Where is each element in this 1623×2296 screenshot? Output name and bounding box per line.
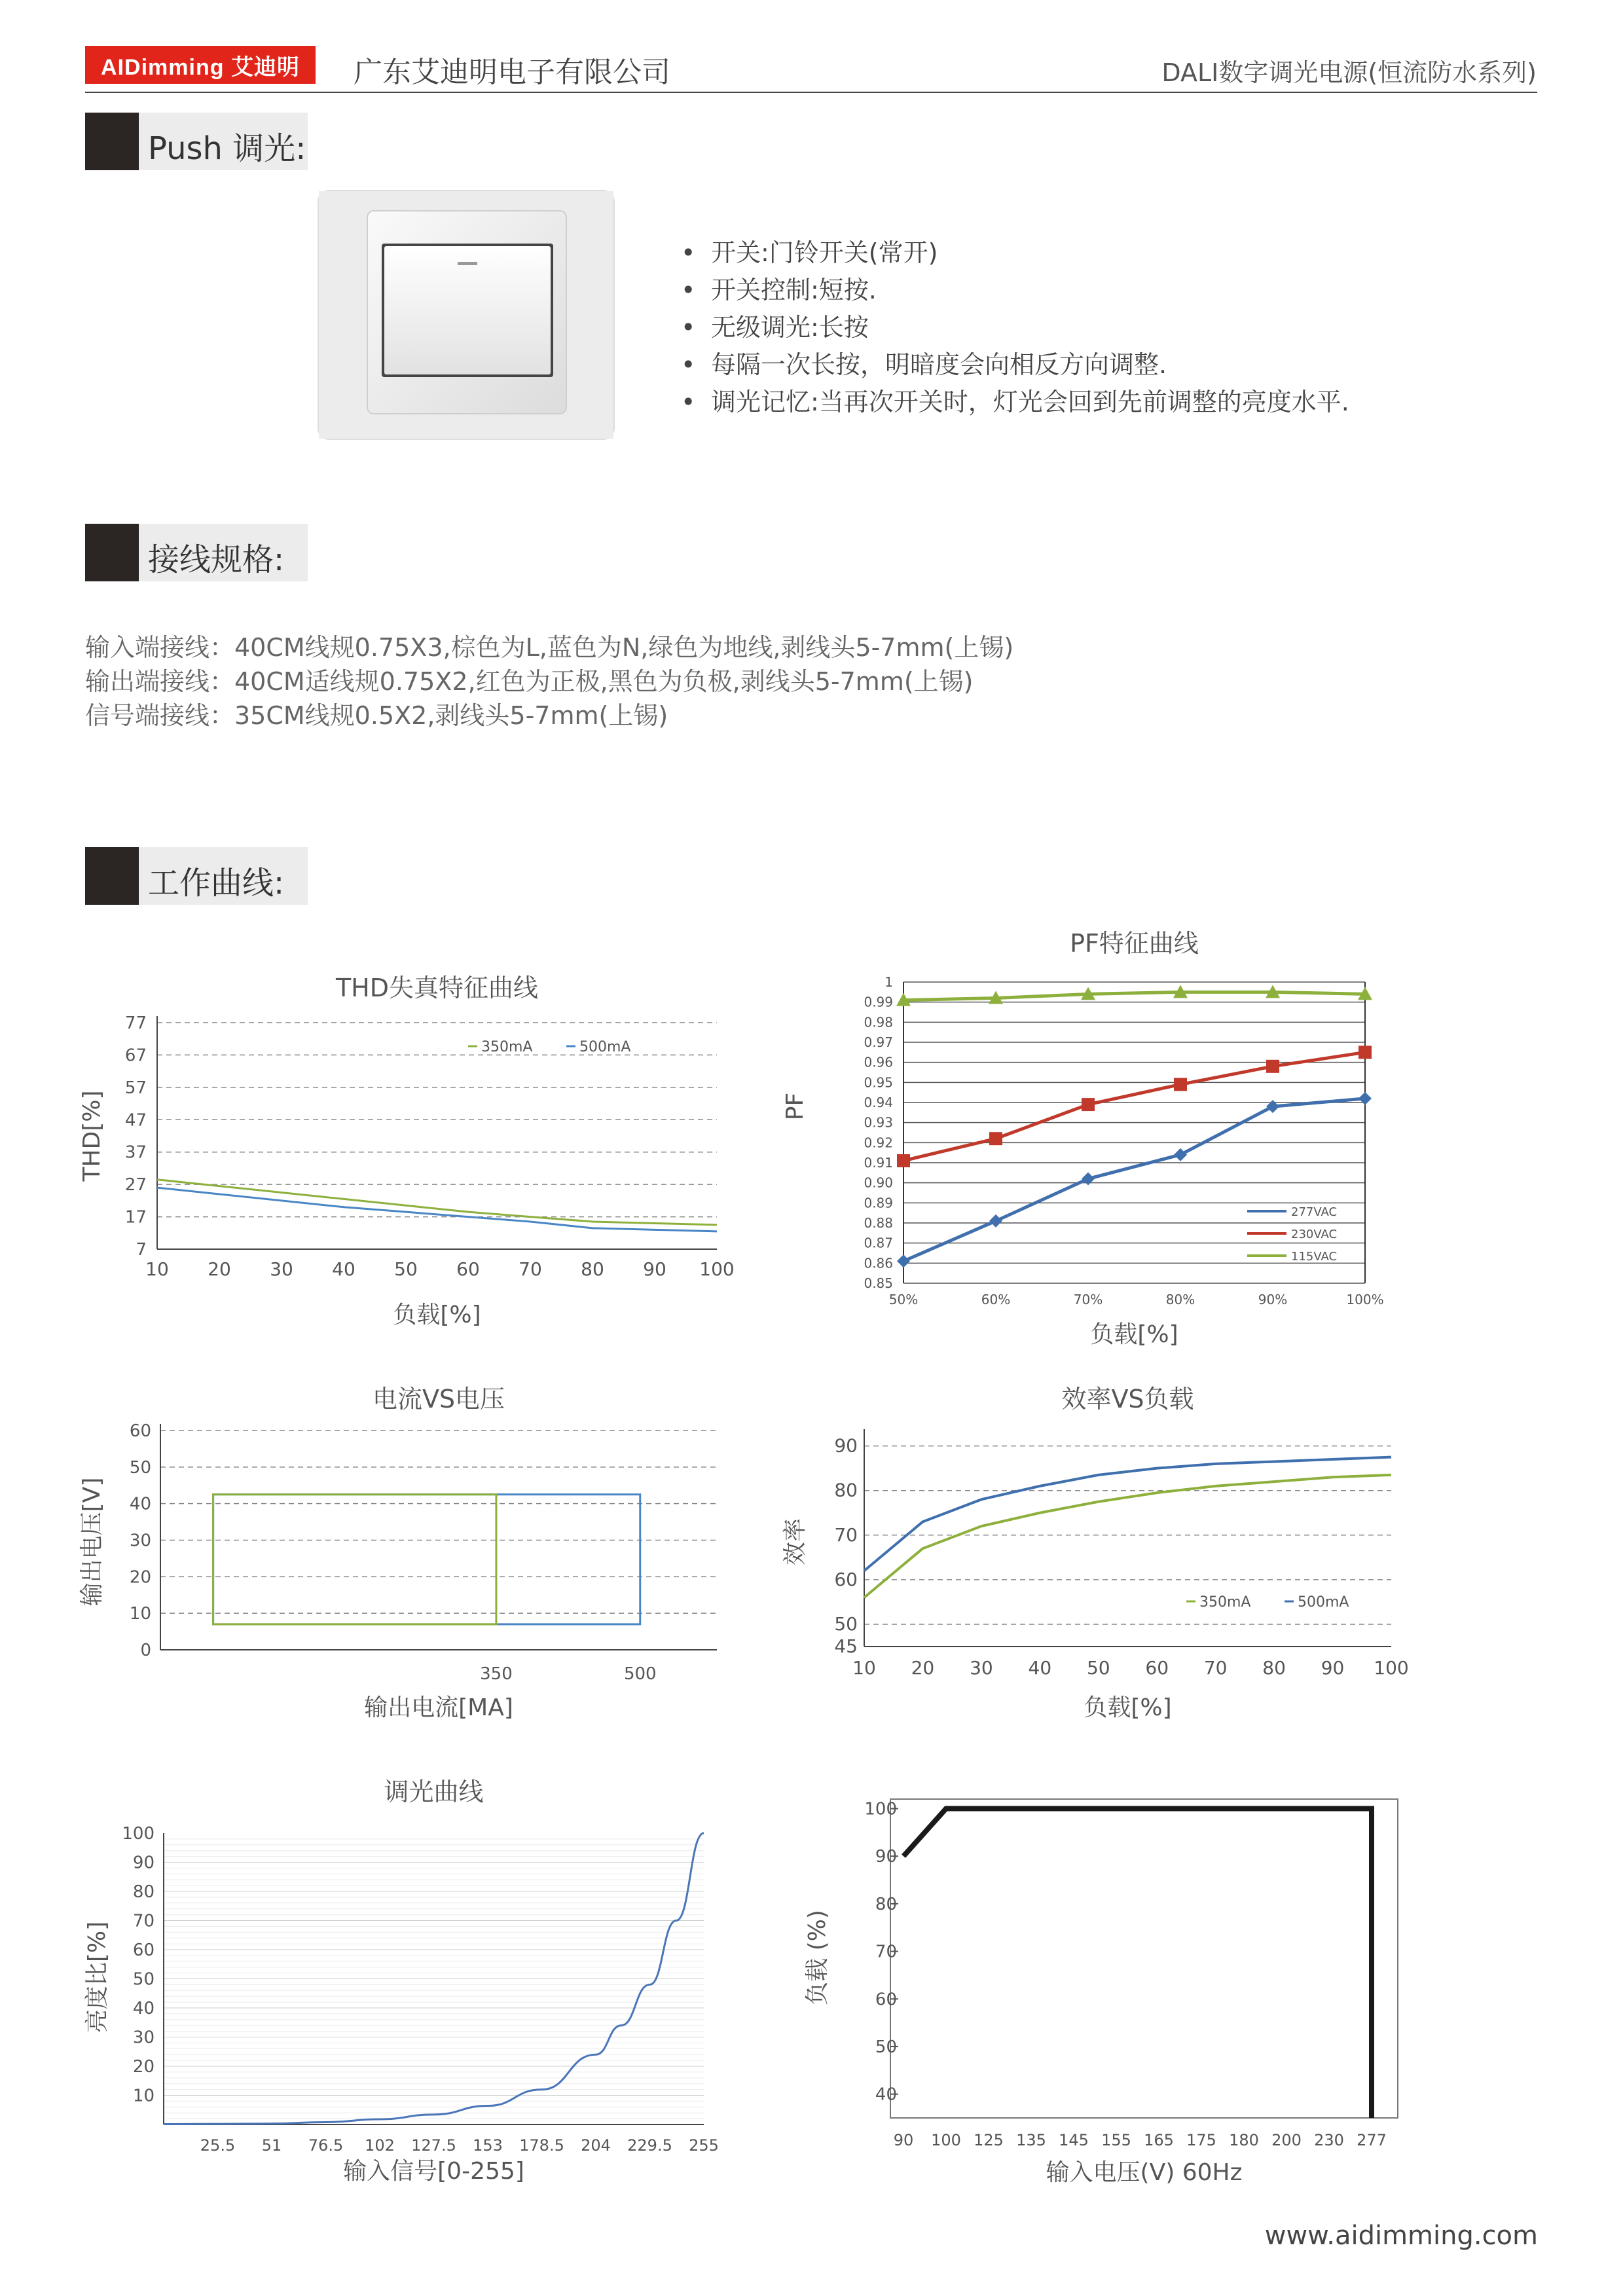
x-axis-label: 负载[%] (1084, 1694, 1172, 1721)
section-push (85, 113, 308, 170)
y-axis-label: 输出电压[V] (79, 1477, 105, 1607)
y-tick-label: 70 (834, 1523, 858, 1546)
series-line-500mA (864, 1457, 1391, 1571)
wiring-input: 输入端接线：40CM线规0.75X3,棕色为L,蓝色为N,绿色为地线,剥线头5-7mm(上锡) (85, 633, 1014, 662)
x-tick-label: 155 (1101, 2131, 1131, 2149)
y-tick-label: 45 (834, 1635, 858, 1657)
series-line-350mA (864, 1475, 1391, 1597)
legend-label: 230VAC (1291, 1228, 1338, 1241)
y-tick-label: 70 (132, 1911, 155, 1931)
wiring-output: 输出端接线：40CM适线规0.75X2,红色为正极,黑色为负极,剥线头5-7mm(上锡) (85, 667, 974, 696)
y-tick-label: 0.92 (864, 1135, 893, 1151)
x-tick-label: 40 (1028, 1657, 1052, 1679)
x-tick-label: 90% (1258, 1292, 1288, 1307)
y-tick-label: 37 (124, 1142, 147, 1163)
x-tick-label: 60% (981, 1292, 1011, 1307)
y-tick-label: 0.87 (864, 1235, 893, 1251)
chart-title: 电流VS电压 (372, 1385, 505, 1413)
data-point (989, 1132, 1002, 1145)
y-tick-label: 30 (129, 1531, 151, 1551)
legend-label: 500mA (579, 1039, 631, 1055)
y-tick-label: 77 (124, 1013, 147, 1033)
y-tick-label: 80 (834, 1479, 858, 1501)
pf-chart (773, 930, 1427, 1362)
current-voltage-chart (72, 1381, 759, 1735)
x-tick-label: 135 (1016, 2131, 1046, 2149)
x-tick-label: 200 (1271, 2131, 1302, 2149)
data-point (1174, 1078, 1187, 1091)
series-line-350mA (157, 1180, 717, 1225)
derating-line (903, 1809, 1372, 2118)
efficiency-chart (773, 1381, 1427, 1735)
y-tick-label: 0.97 (864, 1034, 893, 1050)
y-tick-label: 60 (875, 1990, 897, 2010)
section-marker (85, 524, 139, 581)
x-tick-label: 100 (931, 2131, 961, 2149)
y-tick-label: 60 (834, 1568, 858, 1590)
data-point (1359, 1046, 1372, 1059)
x-tick-label: 10 (852, 1657, 876, 1679)
chart-title: PF特征曲线 (1070, 929, 1199, 958)
y-tick-label: 100 (864, 1799, 897, 1819)
section-curves (85, 847, 308, 905)
x-axis-label: 输入信号[0-255] (343, 2158, 524, 2185)
y-tick-label: 0.99 (864, 994, 893, 1010)
y-axis-label: 负载 (%) (804, 1910, 831, 2005)
y-tick-label: 60 (132, 1941, 155, 1960)
x-tick-label: 50 (1086, 1657, 1110, 1679)
x-tick-label: 70 (1203, 1657, 1228, 1679)
y-tick-label: 0.95 (864, 1074, 893, 1091)
y-tick-label: 57 (124, 1078, 147, 1098)
x-tick-label: 90 (893, 2131, 914, 2149)
company-name: 广东艾迪明电子有限公司 (354, 56, 670, 89)
legend-label: 277VAC (1291, 1205, 1338, 1219)
x-tick-label: 51 (261, 2136, 282, 2155)
data-point (1266, 1100, 1279, 1113)
x-tick-label: 153 (473, 2136, 503, 2155)
x-axis-label: 负载[%] (393, 1302, 481, 1328)
x-tick-label: 80% (1165, 1292, 1195, 1307)
x-tick-label: 500 (623, 1664, 657, 1684)
y-tick-label: 40 (875, 2085, 897, 2105)
thd-chart (72, 969, 759, 1336)
x-tick-label: 125 (974, 2131, 1004, 2149)
x-tick-label: 90 (643, 1258, 666, 1280)
y-tick-label: 17 (124, 1207, 147, 1228)
derating-chart (773, 1781, 1427, 2193)
x-tick-label: 165 (1144, 2131, 1174, 2149)
x-tick-label: 350 (480, 1664, 513, 1684)
x-tick-label: 60 (456, 1258, 480, 1280)
header-divider (85, 92, 1537, 93)
legend-label: 115VAC (1291, 1250, 1338, 1264)
brand-logo: AIDimming 艾迪明 (85, 46, 316, 84)
y-tick-label: 1 (884, 974, 893, 990)
x-tick-label: 180 (1229, 2131, 1259, 2149)
operating-window-350mA (213, 1495, 496, 1624)
y-tick-label: 27 (124, 1175, 147, 1195)
x-tick-label: 20 (911, 1657, 935, 1679)
y-tick-label: 10 (129, 1604, 151, 1624)
y-tick-label: 40 (129, 1494, 151, 1514)
x-tick-label: 127.5 (411, 2136, 456, 2155)
x-tick-label: 80 (581, 1258, 604, 1280)
x-tick-label: 60 (1145, 1657, 1169, 1679)
x-tick-label: 100 (1374, 1657, 1409, 1679)
dimming-chart (72, 1768, 759, 2193)
y-tick-label: 7 (136, 1240, 147, 1260)
x-tick-label: 175 (1186, 2131, 1216, 2149)
x-axis-label: 输入电压(V) 60Hz (1046, 2159, 1243, 2186)
y-tick-label: 90 (875, 1847, 897, 1867)
section-title: Push 调光: (148, 130, 306, 167)
x-tick-label: 25.5 (200, 2136, 236, 2155)
x-tick-label: 50 (394, 1258, 418, 1280)
y-axis-label: 亮度比[%] (84, 1921, 111, 2033)
y-tick-label: 10 (132, 2086, 155, 2106)
y-tick-label: 20 (129, 1567, 151, 1588)
plot-border (890, 1799, 1398, 2118)
x-tick-label: 145 (1059, 2131, 1089, 2149)
push-switch-illustration (319, 191, 613, 439)
y-axis-label: PF (782, 1092, 809, 1121)
section-title: 接线规格: (148, 541, 285, 578)
y-tick-label: 0.90 (864, 1175, 893, 1191)
x-tick-label: 80 (1262, 1657, 1286, 1679)
product-series: DALI数字调光电源(恒流防水系列) (1161, 58, 1537, 87)
operating-window-500mA (213, 1495, 640, 1624)
x-tick-label: 277 (1357, 2131, 1387, 2149)
y-tick-label: 50 (129, 1457, 151, 1478)
list-item: • 每隔一次长按，明暗度会向相反方向调整. (681, 346, 1349, 384)
list-item: • 无级调光:长按 (681, 309, 1349, 346)
x-tick-label: 100 (699, 1258, 735, 1280)
y-tick-label: 30 (132, 2028, 155, 2048)
list-item: • 开关:门铃开关(常开) (681, 234, 1349, 272)
data-point (1266, 1060, 1279, 1073)
data-point (1359, 1092, 1372, 1105)
x-tick-label: 255 (689, 2136, 719, 2155)
series-line-230VAC (903, 1052, 1365, 1161)
push-bullet-list (681, 234, 1349, 421)
data-point (897, 1154, 910, 1167)
section-marker (85, 847, 139, 905)
y-tick-label: 80 (875, 1894, 897, 1914)
y-tick-label: 0.86 (864, 1255, 893, 1271)
switch-image (318, 190, 615, 440)
x-tick-label: 102 (365, 2136, 395, 2155)
legend-label: 500mA (1298, 1594, 1349, 1611)
legend-label: 350mA (1199, 1594, 1251, 1611)
y-tick-label: 0 (140, 1641, 151, 1660)
x-tick-label: 229.5 (627, 2136, 672, 2155)
wiring-signal: 信号端接线：35CM线规0.5X2,剥线头5-7mm(上锡) (85, 701, 668, 730)
y-tick-label: 60 (129, 1421, 151, 1441)
y-tick-label: 0.93 (864, 1114, 893, 1131)
x-tick-label: 76.5 (308, 2136, 344, 2155)
series-line-115VAC (903, 992, 1365, 1000)
y-tick-label: 0.98 (864, 1014, 893, 1030)
y-tick-label: 50 (834, 1613, 858, 1635)
x-tick-label: 178.5 (519, 2136, 564, 2155)
x-tick-label: 204 (581, 2136, 611, 2155)
section-title: 工作曲线: (148, 865, 285, 902)
y-tick-label: 50 (132, 1969, 155, 1990)
y-tick-label: 70 (875, 1942, 897, 1962)
y-tick-label: 47 (124, 1110, 147, 1131)
y-tick-label: 90 (132, 1853, 155, 1873)
x-tick-label: 100% (1346, 1292, 1384, 1307)
x-tick-label: 90 (1321, 1657, 1345, 1679)
x-tick-label: 30 (270, 1258, 293, 1280)
y-tick-label: 0.85 (864, 1275, 893, 1291)
y-tick-label: 90 (834, 1434, 858, 1457)
website-url: www.aidimming.com (1264, 2221, 1538, 2251)
section-marker (85, 113, 139, 170)
x-tick-label: 10 (145, 1258, 169, 1280)
chart-title: 效率VS负载 (1061, 1385, 1194, 1413)
y-tick-label: 50 (875, 2037, 897, 2057)
x-tick-label: 40 (332, 1258, 356, 1280)
legend-label: 350mA (481, 1039, 533, 1055)
y-tick-label: 100 (122, 1824, 155, 1844)
data-point (989, 1214, 1002, 1228)
chart-title: THD失真特征曲线 (335, 974, 539, 1002)
list-item: • 调光记忆:当再次开关时，灯光会回到先前调整的亮度水平. (681, 384, 1349, 421)
data-point (1174, 1148, 1187, 1161)
x-axis-label: 负载[%] (1090, 1321, 1178, 1348)
data-point (1082, 1098, 1095, 1111)
y-tick-label: 67 (124, 1046, 147, 1066)
section-wiring (85, 524, 308, 581)
chart-title: 调光曲线 (384, 1777, 484, 1806)
data-point (897, 1254, 910, 1267)
x-tick-label: 30 (970, 1657, 993, 1679)
y-tick-label: 0.91 (864, 1155, 893, 1171)
y-tick-label: 0.89 (864, 1195, 893, 1211)
y-tick-label: 0.94 (864, 1095, 893, 1110)
y-tick-label: 40 (132, 1999, 155, 2018)
x-tick-label: 230 (1314, 2131, 1344, 2149)
y-axis-label: 效率 (782, 1518, 809, 1566)
x-tick-label: 70% (1073, 1292, 1103, 1307)
list-item: • 开关控制:短按. (681, 272, 1349, 309)
x-tick-label: 70 (519, 1258, 542, 1280)
y-axis-label: THD[%] (79, 1090, 105, 1182)
x-tick-label: 50% (888, 1292, 919, 1307)
y-tick-label: 80 (132, 1882, 155, 1902)
x-axis-label: 输出电流[MA] (364, 1694, 513, 1721)
data-point (1082, 1173, 1095, 1186)
y-tick-label: 0.88 (864, 1215, 893, 1231)
y-tick-label: 0.96 (864, 1054, 893, 1070)
x-tick-label: 20 (208, 1258, 231, 1280)
y-tick-label: 20 (132, 2057, 155, 2077)
